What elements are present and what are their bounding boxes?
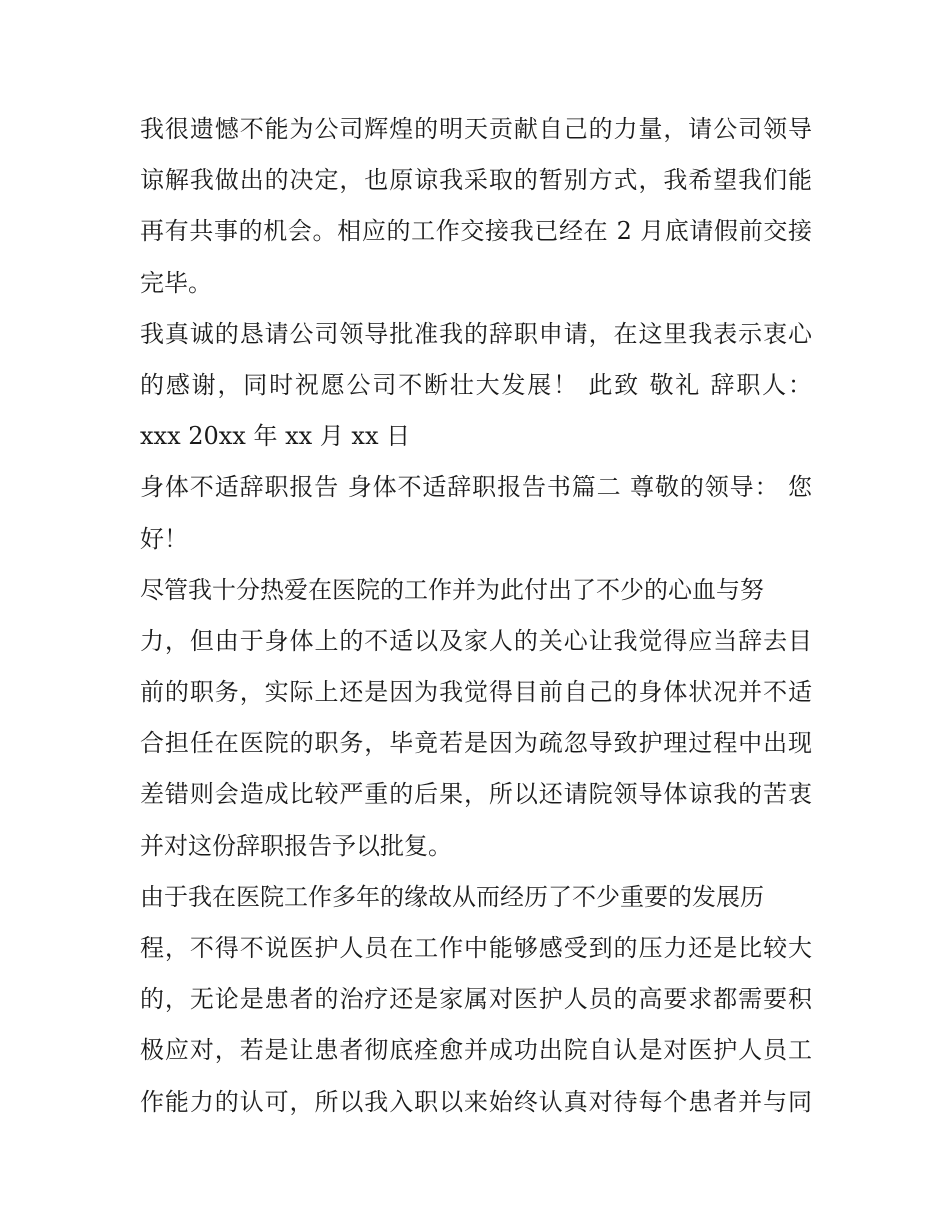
text-line: 再有共事的机会。相应的工作交接我已经在 2 月底请假前交接 (140, 217, 812, 246)
text-line: 我真诚的恳请公司领导批准我的辞职申请，在这里我表示衷心 (140, 319, 812, 348)
text-line: 作能力的认可，所以我入职以来始终认真对待每个患者并与同 (140, 1087, 812, 1116)
text-line: 完毕。 (140, 268, 212, 297)
text-line: 的感谢，同时祝愿公司不断壮大发展！ 此致 敬礼 辞职人： (140, 370, 812, 399)
text-line: 身体不适辞职报告 身体不适辞职报告书篇二 尊敬的领导： 您 (140, 473, 812, 502)
text-line: 极应对，若是让患者彻底痊愈并成功出院自认是对医护人员工 (140, 1036, 812, 1065)
text-line: 尽管我十分热爱在医院的工作并为此付出了不少的心血与努 (140, 575, 764, 604)
text-line: 的，无论是患者的治疗还是家属对医护人员的高要求都需要积 (140, 985, 812, 1014)
text-line: 谅解我做出的决定，也原谅我采取的暂别方式，我希望我们能 (140, 166, 812, 195)
text-line: 力，但由于身体上的不适以及家人的关心让我觉得应当辞去目 (140, 626, 812, 655)
text-line: 程，不得不说医护人员在工作中能够感受到的压力还是比较大 (140, 934, 812, 962)
text-line: xxx 20xx 年 xx 月 xx 日 (140, 422, 411, 451)
text-line: 好！ (140, 524, 188, 553)
text-line: 我很遗憾不能为公司辉煌的明天贡献自己的力量，请公司领导 (140, 115, 812, 143)
document-body (140, 104, 812, 1128)
text-line: 前的职务，实际上还是因为我觉得目前自己的身体状况并不适 (140, 678, 812, 707)
text-line: 并对这份辞职报告予以批复。 (140, 831, 452, 860)
text-line: 合担任在医院的职务，毕竟若是因为疏忽导致护理过程中出现 (140, 729, 812, 758)
text-line: 差错则会造成比较严重的后果，所以还请院领导体谅我的苦衷 (140, 780, 812, 809)
text-line: 由于我在医院工作多年的缘故从而经历了不少重要的发展历 (140, 882, 764, 911)
